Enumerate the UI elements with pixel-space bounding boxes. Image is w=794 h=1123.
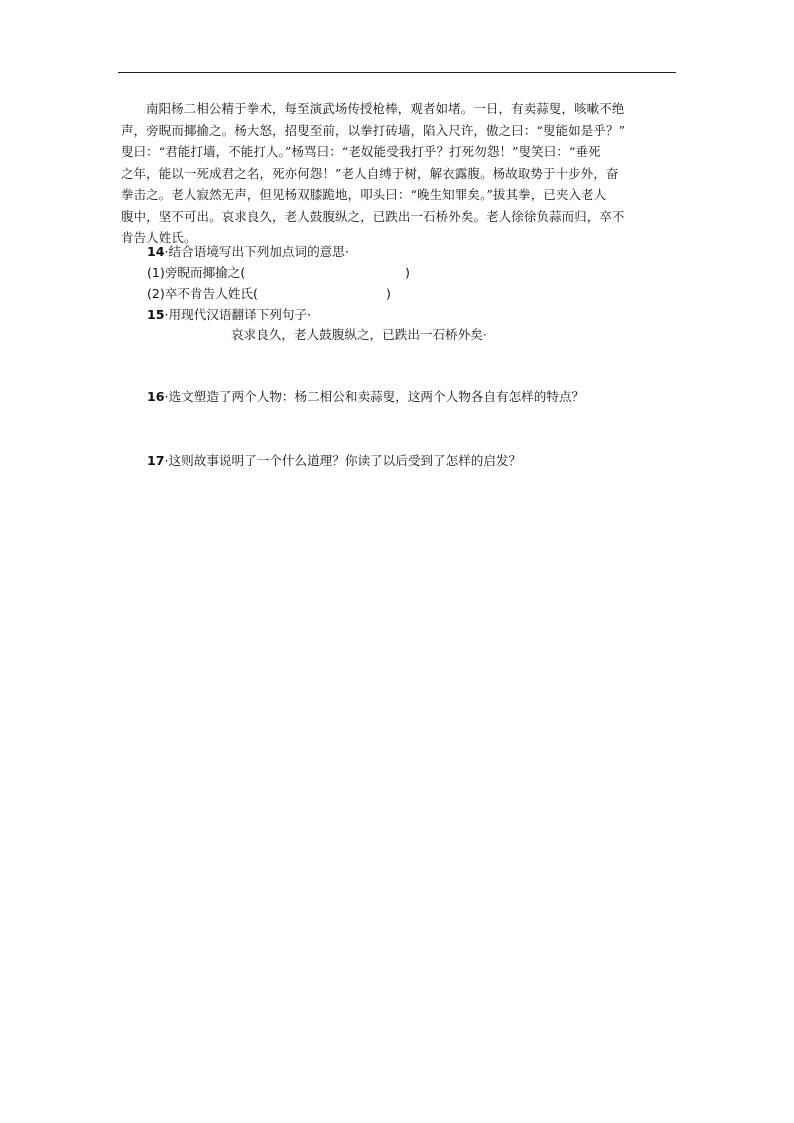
header-rule <box>118 72 676 73</box>
question-15 <box>147 306 311 324</box>
passage-line: 之年，能以一死成君之名，死亦何怨！”老人自缚于树，解衣露腹。杨故取势于十步外，奋 <box>121 165 619 181</box>
answer-blank-close: ) <box>405 265 410 280</box>
passage-line: 拳击之。老人寂然无声，但见杨双膝跪地，叩头曰：“晚生知罪矣。”拔其拳，已夹入老人 <box>121 187 607 202</box>
passage-line: 腹中，坚不可出。哀求良久，老人鼓腹纵之，已跌出一石桥外矣。老人徐徐负蒜而归，卒不 <box>121 208 625 224</box>
passage-line: 肯告人姓氏。 <box>121 230 197 245</box>
answer-blank-close: ) <box>386 286 391 301</box>
question-number: 16 <box>147 389 165 404</box>
question-text: ·选文塑造了两个人物：杨二相公和卖蒜叟，这两个人物各自有怎样的特点？ <box>164 389 585 404</box>
question-14-item-1 <box>147 264 245 282</box>
question-text: ·用现代汉语翻译下列句子· <box>164 307 312 322</box>
classical-passage <box>121 98 679 249</box>
passage-line: 叟曰：“君能打墙，不能打人。”杨骂曰：“老奴能受我打乎？打死勿怨！”叟笑曰：“垂死 <box>121 144 601 159</box>
question-number: 17 <box>147 453 165 468</box>
passage-line: 声，旁睨而揶揄之。杨大怒，招叟至前，以拳打砖墙，陷入尺许，傲之曰：“叟能如是乎？” <box>121 122 626 138</box>
question-14 <box>147 243 349 261</box>
item-label: (1)旁睨而揶揄之( <box>147 265 246 280</box>
question-17 <box>147 452 521 470</box>
item-label: (2)卒不肯告人姓氏( <box>147 286 258 301</box>
question-text: ·这则故事说明了一个什么道理？你读了以后受到了怎样的启发？ <box>164 453 522 468</box>
question-text: ·结合语境写出下列加点词的意思· <box>164 244 349 259</box>
question-14-item-2 <box>147 285 258 303</box>
question-16 <box>147 388 584 406</box>
translation-sentence: 哀求良久，老人鼓腹纵之，已跌出一石桥外矣· <box>231 327 487 342</box>
question-number: 14 <box>147 244 165 259</box>
passage-line: 南阳杨二相公精于拳术，每至演武场传授枪棒，观者如堵。一日，有卖蒜叟，咳嗽不绝 <box>146 101 625 116</box>
question-number: 15 <box>147 307 165 322</box>
